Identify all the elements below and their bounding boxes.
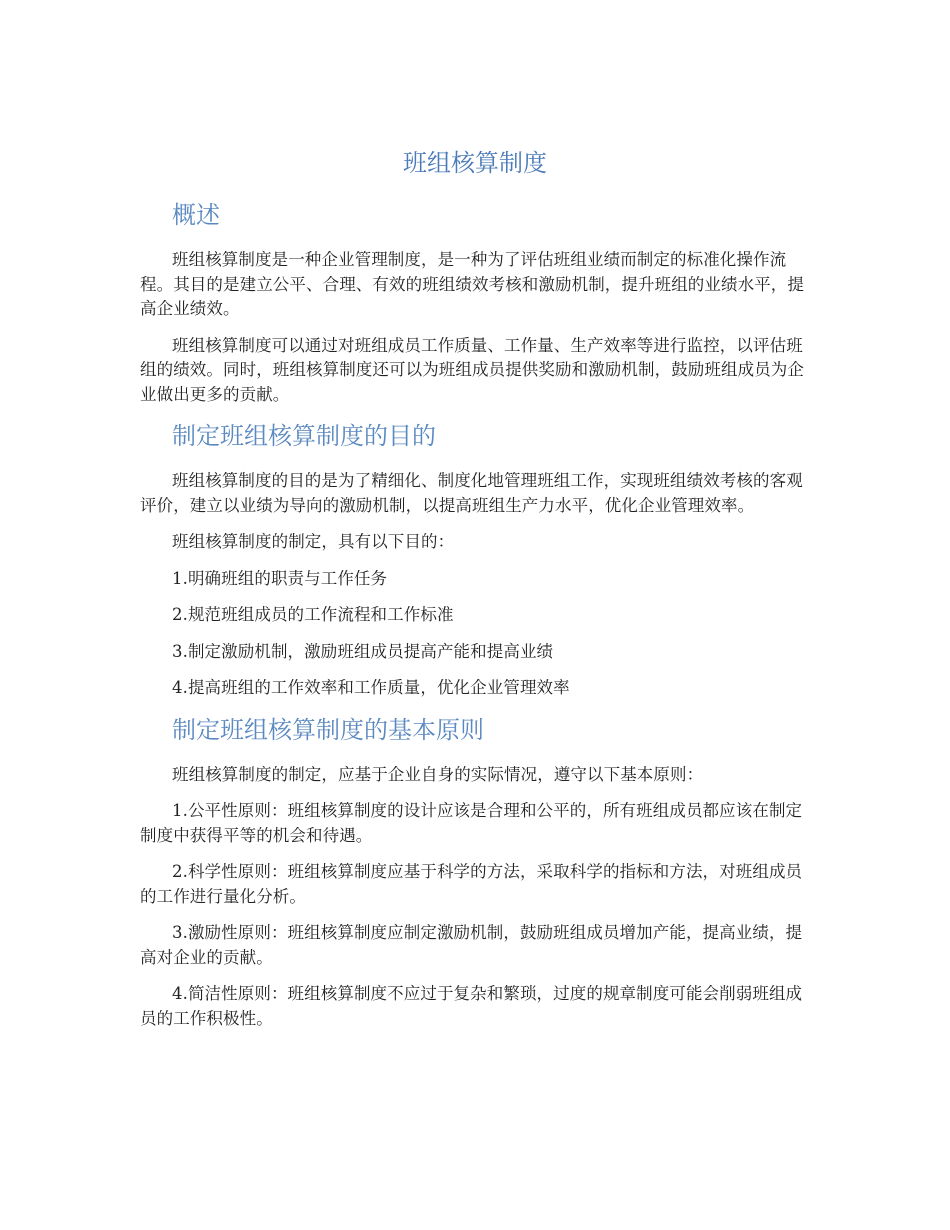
list-item: 3.制定激励机制，激励班组成员提高产能和提高业绩: [172, 641, 554, 661]
section-heading: 制定班组核算制度的目的: [172, 422, 436, 450]
list-item: 2.规范班组成员的工作流程和工作标准: [172, 605, 454, 624]
paragraph: 班组核算制度的目的是为了精细化、制度化地管理班组工作，实现班组绩效考核的客观评价，建立以业绩为导向的激励机制，以提高班组生产力水平，优化企业管理效率。: [140, 471, 803, 515]
section-purpose: [140, 419, 810, 701]
list-item: 3.激励性原则：班组核算制度应制定激励机制，鼓励班组成员增加产能，提高业绩，提高对企业的贡献。: [140, 923, 803, 967]
section-principles: [140, 713, 810, 1032]
paragraph: 班组核算制度可以通过对班组成员工作质量、工作量、生产效率等进行监控，以评估班组的绩效。同时，班组核算制度还可以为班组成员提供奖励和激励机制，鼓励班组成员为企业做出更多的贡献。: [140, 335, 804, 404]
list-item: 2.科学性原则：班组核算制度应基于科学的方法，采取科学的指标和方法，对班组成员的工作进行量化分析。: [140, 862, 803, 906]
section-overview: [140, 198, 810, 407]
list-item: 4.简洁性原则：班组核算制度不应过于复杂和繁琐，过度的规章制度可能会削弱班组成员的工作积极性。: [140, 984, 803, 1028]
paragraph: 班组核算制度的制定，具有以下目的：: [172, 532, 455, 551]
paragraph: 班组核算制度的制定，应基于企业自身的实际情况，遵守以下基本原则：: [172, 764, 704, 784]
section-heading: 制定班组核算制度的基本原则: [172, 715, 484, 744]
section-heading: 概述: [172, 201, 220, 229]
list-item: 4.提高班组的工作效率和工作质量，优化企业管理效率: [172, 678, 570, 697]
document-title: 班组核算制度: [403, 149, 547, 177]
list-item: 1.公平性原则：班组核算制度的设计应该是合理和公平的，所有班组成员都应该在制定制度中获得平等的机会和待遇。: [140, 801, 803, 845]
list-item: 1.明确班组的职责与工作任务: [172, 568, 388, 588]
paragraph: 班组核算制度是一种企业管理制度，是一种为了评估班组业绩而制定的标准化操作流程。其目的是建立公平、合理、有效的班组绩效考核和激励机制，提升班组的业绩水平，提高企业绩效。: [140, 250, 804, 318]
